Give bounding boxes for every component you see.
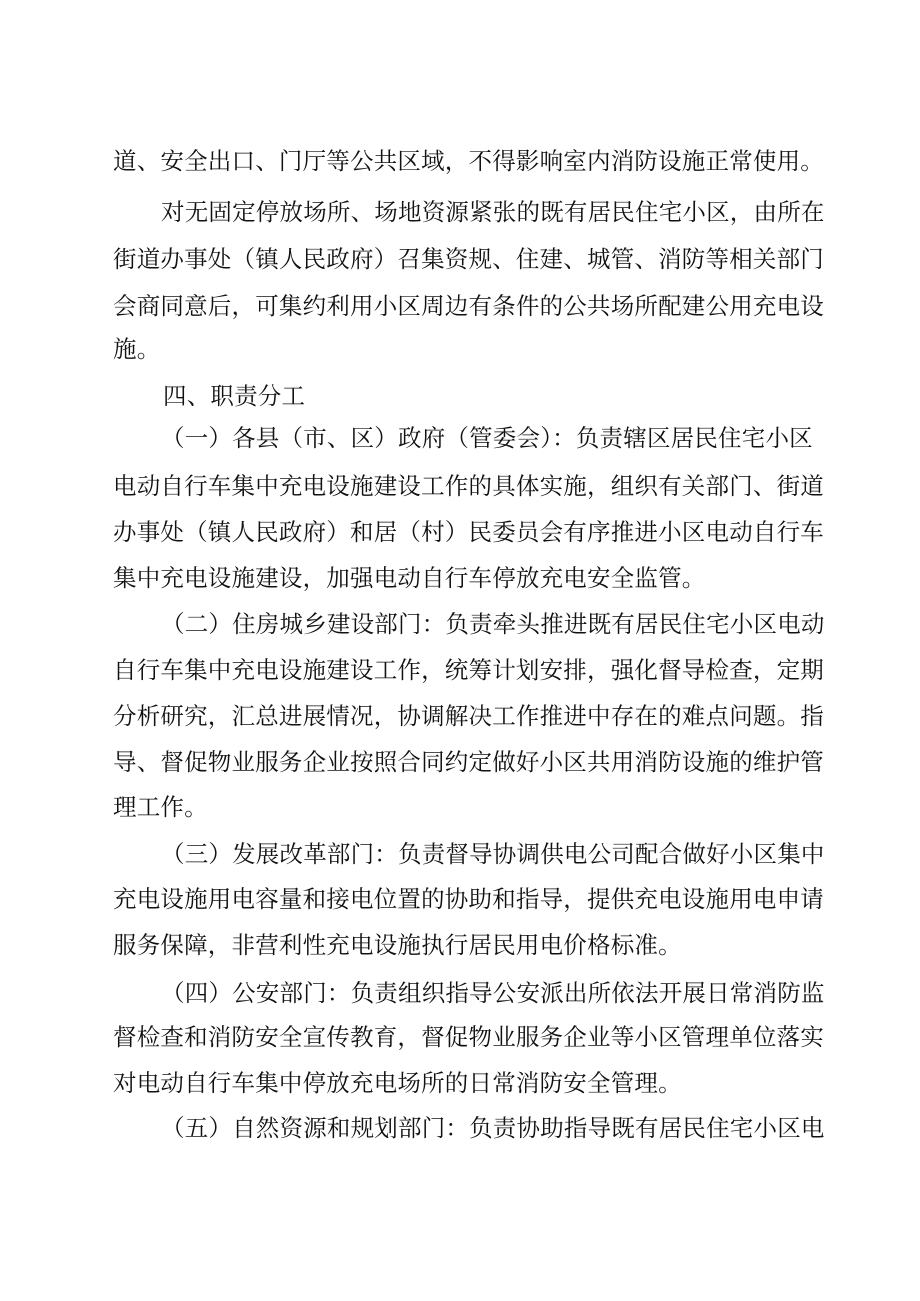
text-line: 道、安全出口、门厅等公共区域，不得影响室内消防设施正常使用。 [113,147,824,175]
text-line: 办事处（镇人民政府）和居（村）民委员会有序推进小区电动自行车 [113,518,824,546]
text-line: （二）住房城乡建设部门：负责牵头推进既有居民住宅小区电动 [161,610,825,638]
text-line: 充电设施用电容量和接电位置的协助和指导，提供充电设施用电申请 [113,885,824,913]
text-line: （四）公安部门：负责组织指导公安派出所依法开展日常消防监 [161,979,825,1007]
text-line: 对电动自行车集中停放充电场所的日常消防安全管理。 [113,1069,682,1097]
text-line: 自行车集中充电设施建设工作，统筹计划安排，强化督导检查，定期 [113,656,824,684]
text-line: 服务保障，非营利性充电设施执行居民用电价格标准。 [113,931,682,959]
text-line: （一）各县（市、区）政府（管委会）：负责辖区居民住宅小区 [161,424,813,452]
text-line: （三）发展改革部门：负责督导协调供电公司配合做好小区集中 [161,840,825,868]
section-heading: 四、职责分工 [163,382,306,410]
text-line: （五）自然资源和规划部门：负责协助指导既有居民住宅小区电 [161,1114,825,1142]
text-line: 集中充电设施建设，加强电动自行车停放充电安全监管。 [113,564,706,592]
text-line: 分析研究，汇总进展情况，协调解决工作推进中存在的难点问题。指 [113,702,824,730]
text-line: 导、督促物业服务企业按照合同约定做好小区共用消防设施的维护管 [113,748,824,776]
text-line: 对无固定停放场所、场地资源紧张的既有居民住宅小区，由所在 [161,198,825,226]
text-line: 督检查和消防安全宣传教育，督促物业服务企业等小区管理单位落实 [113,1023,824,1051]
text-line: 施。 [113,335,161,363]
text-line: 街道办事处（镇人民政府）召集资规、住建、城管、消防等相关部门 [113,245,824,273]
text-line: 电动自行车集中充电设施建设工作的具体实施，组织有关部门、街道 [113,472,824,500]
text-line: 理工作。 [113,793,208,821]
text-line: 会商同意后，可集约利用小区周边有条件的公共场所配建公用充电设 [113,292,824,320]
